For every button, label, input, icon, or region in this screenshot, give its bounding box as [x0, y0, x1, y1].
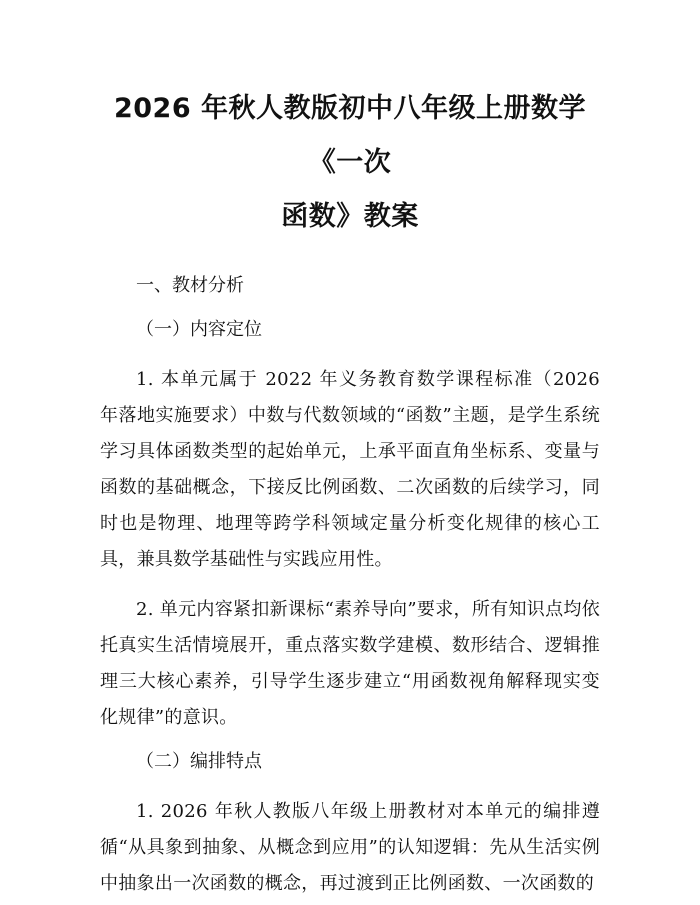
- subsection-heading-arrangement-features: （二）编排特点: [136, 751, 262, 772]
- title-line-2: 函数》教案: [281, 201, 419, 232]
- document-title: [100, 82, 600, 244]
- paragraph-arrangement-1: 1. 2026 年秋人教版八年级上册教材对本单元的编排遵循“从具象到抽象、从概念到应用”的认知逻辑：先从生活实例中抽象出一次函数的概念，再过渡到正比例函数、一次函数的: [100, 801, 600, 894]
- section-heading-textbook-analysis: 一、教材分析: [136, 275, 244, 296]
- subsection-heading-content-positioning: （一）内容定位: [136, 319, 262, 340]
- title-line-1: 2026 年秋人教版初中八年级上册数学《一次: [113, 93, 587, 178]
- paragraph-positioning-1: 1. 本单元属于 2022 年义务教育数学课程标准（2026 年落地实施要求）中数与代数领域的“函数”主题，是学生系统学习具体函数类型的起始单元，上承平面直角坐标系、变量与函数的基础概念，下接反比例函数、二次函数的后续学习，同时也是物理、地理等跨学科领域定量分析变化规律的核心工具，兼具数学基础性与实践应用性。: [100, 369, 600, 570]
- paragraph-positioning-2: 2. 单元内容紧扣新课标“素养导向”要求，所有知识点均依托真实生活情境展开，重点落实数学建模、数形结合、逻辑推理三大核心素养，引导学生逐步建立“用函数视角解释现实变化规律”的意识。: [100, 599, 600, 728]
